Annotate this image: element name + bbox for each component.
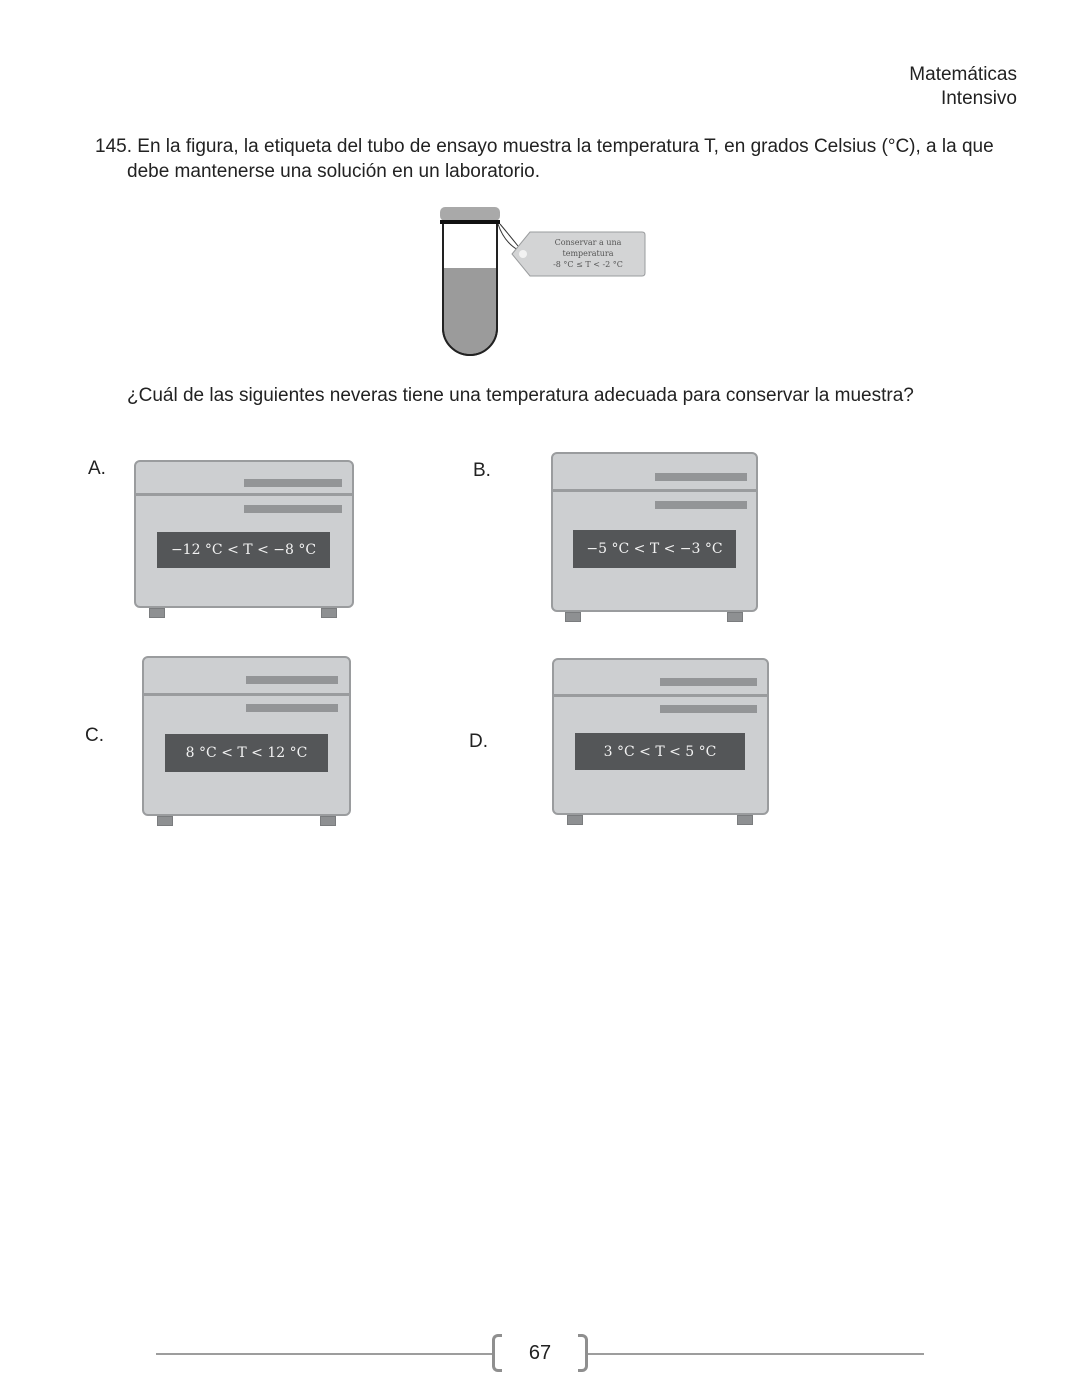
subject-label: Matemáticas <box>909 64 1017 85</box>
fridge-foot <box>727 612 743 622</box>
fridge-divider <box>144 693 349 696</box>
fridge-bar <box>244 479 342 487</box>
fridge-body <box>134 460 354 608</box>
tag-line-3: -8 °C ≤ T < -2 °C <box>553 260 623 269</box>
fridge-foot <box>737 815 753 825</box>
option-b-letter[interactable]: B. <box>473 460 491 481</box>
fridge-bar <box>655 473 747 481</box>
test-tube-figure <box>430 202 660 362</box>
page-header <box>909 63 1017 111</box>
temperature-display: 3 °C < T < 5 °C <box>575 733 745 770</box>
option-a-fridge[interactable] <box>134 460 354 618</box>
page-number: 67 <box>528 1342 552 1364</box>
question-text-line2: debe mantenerse una solución en un laboratorio. <box>127 161 541 182</box>
option-c-letter[interactable]: C. <box>85 725 104 746</box>
temperature-display: −5 °C < T < −3 °C <box>573 530 736 568</box>
fridge-divider <box>554 694 767 697</box>
tag-line-2: temperatura <box>562 249 614 258</box>
question-number: 145. <box>95 136 132 157</box>
fridge-bar <box>655 501 747 509</box>
fridge-foot <box>320 816 336 826</box>
fridge-bar <box>246 704 338 712</box>
temperature-display: −12 °C < T < −8 °C <box>157 532 330 568</box>
question-prompt: ¿Cuál de las siguientes neveras tiene una temperatura adecuada para conservar la muestra? <box>127 385 914 406</box>
fridge-foot <box>565 612 581 622</box>
fridge-foot <box>321 608 337 618</box>
fridge-bar <box>246 676 338 684</box>
option-d-letter[interactable]: D. <box>469 731 488 752</box>
fridge-bar <box>244 505 342 513</box>
fridge-body <box>552 658 769 815</box>
fridge-body <box>142 656 351 816</box>
fridge-foot <box>567 815 583 825</box>
fridge-foot <box>149 608 165 618</box>
footer-rule-left <box>156 1353 494 1355</box>
left-brace-icon <box>492 1334 502 1372</box>
fridge-bar <box>660 678 757 686</box>
option-d-fridge[interactable] <box>552 658 769 825</box>
option-a-letter[interactable]: A. <box>88 458 106 479</box>
footer-rule-right <box>586 1353 924 1355</box>
level-label: Intensivo <box>940 88 1017 109</box>
option-b-fridge[interactable] <box>551 452 758 622</box>
question-text-line1: En la figura, la etiqueta del tubo de ensayo muestra la temperatura T, en grados Celsius (°C), a la que <box>137 136 994 157</box>
fridge-body <box>551 452 758 612</box>
option-c-fridge[interactable] <box>142 656 351 826</box>
test-tube-icon <box>430 202 660 362</box>
right-brace-icon <box>578 1334 588 1372</box>
temperature-display: 8 °C < T < 12 °C <box>165 734 328 772</box>
fridge-divider <box>553 489 756 492</box>
fridge-divider <box>136 493 352 496</box>
fridge-foot <box>157 816 173 826</box>
question-statement <box>95 134 1020 184</box>
storage-tag-label <box>538 237 638 270</box>
tag-line-1: Conservar a una <box>554 238 622 247</box>
fridge-bar <box>660 705 757 713</box>
